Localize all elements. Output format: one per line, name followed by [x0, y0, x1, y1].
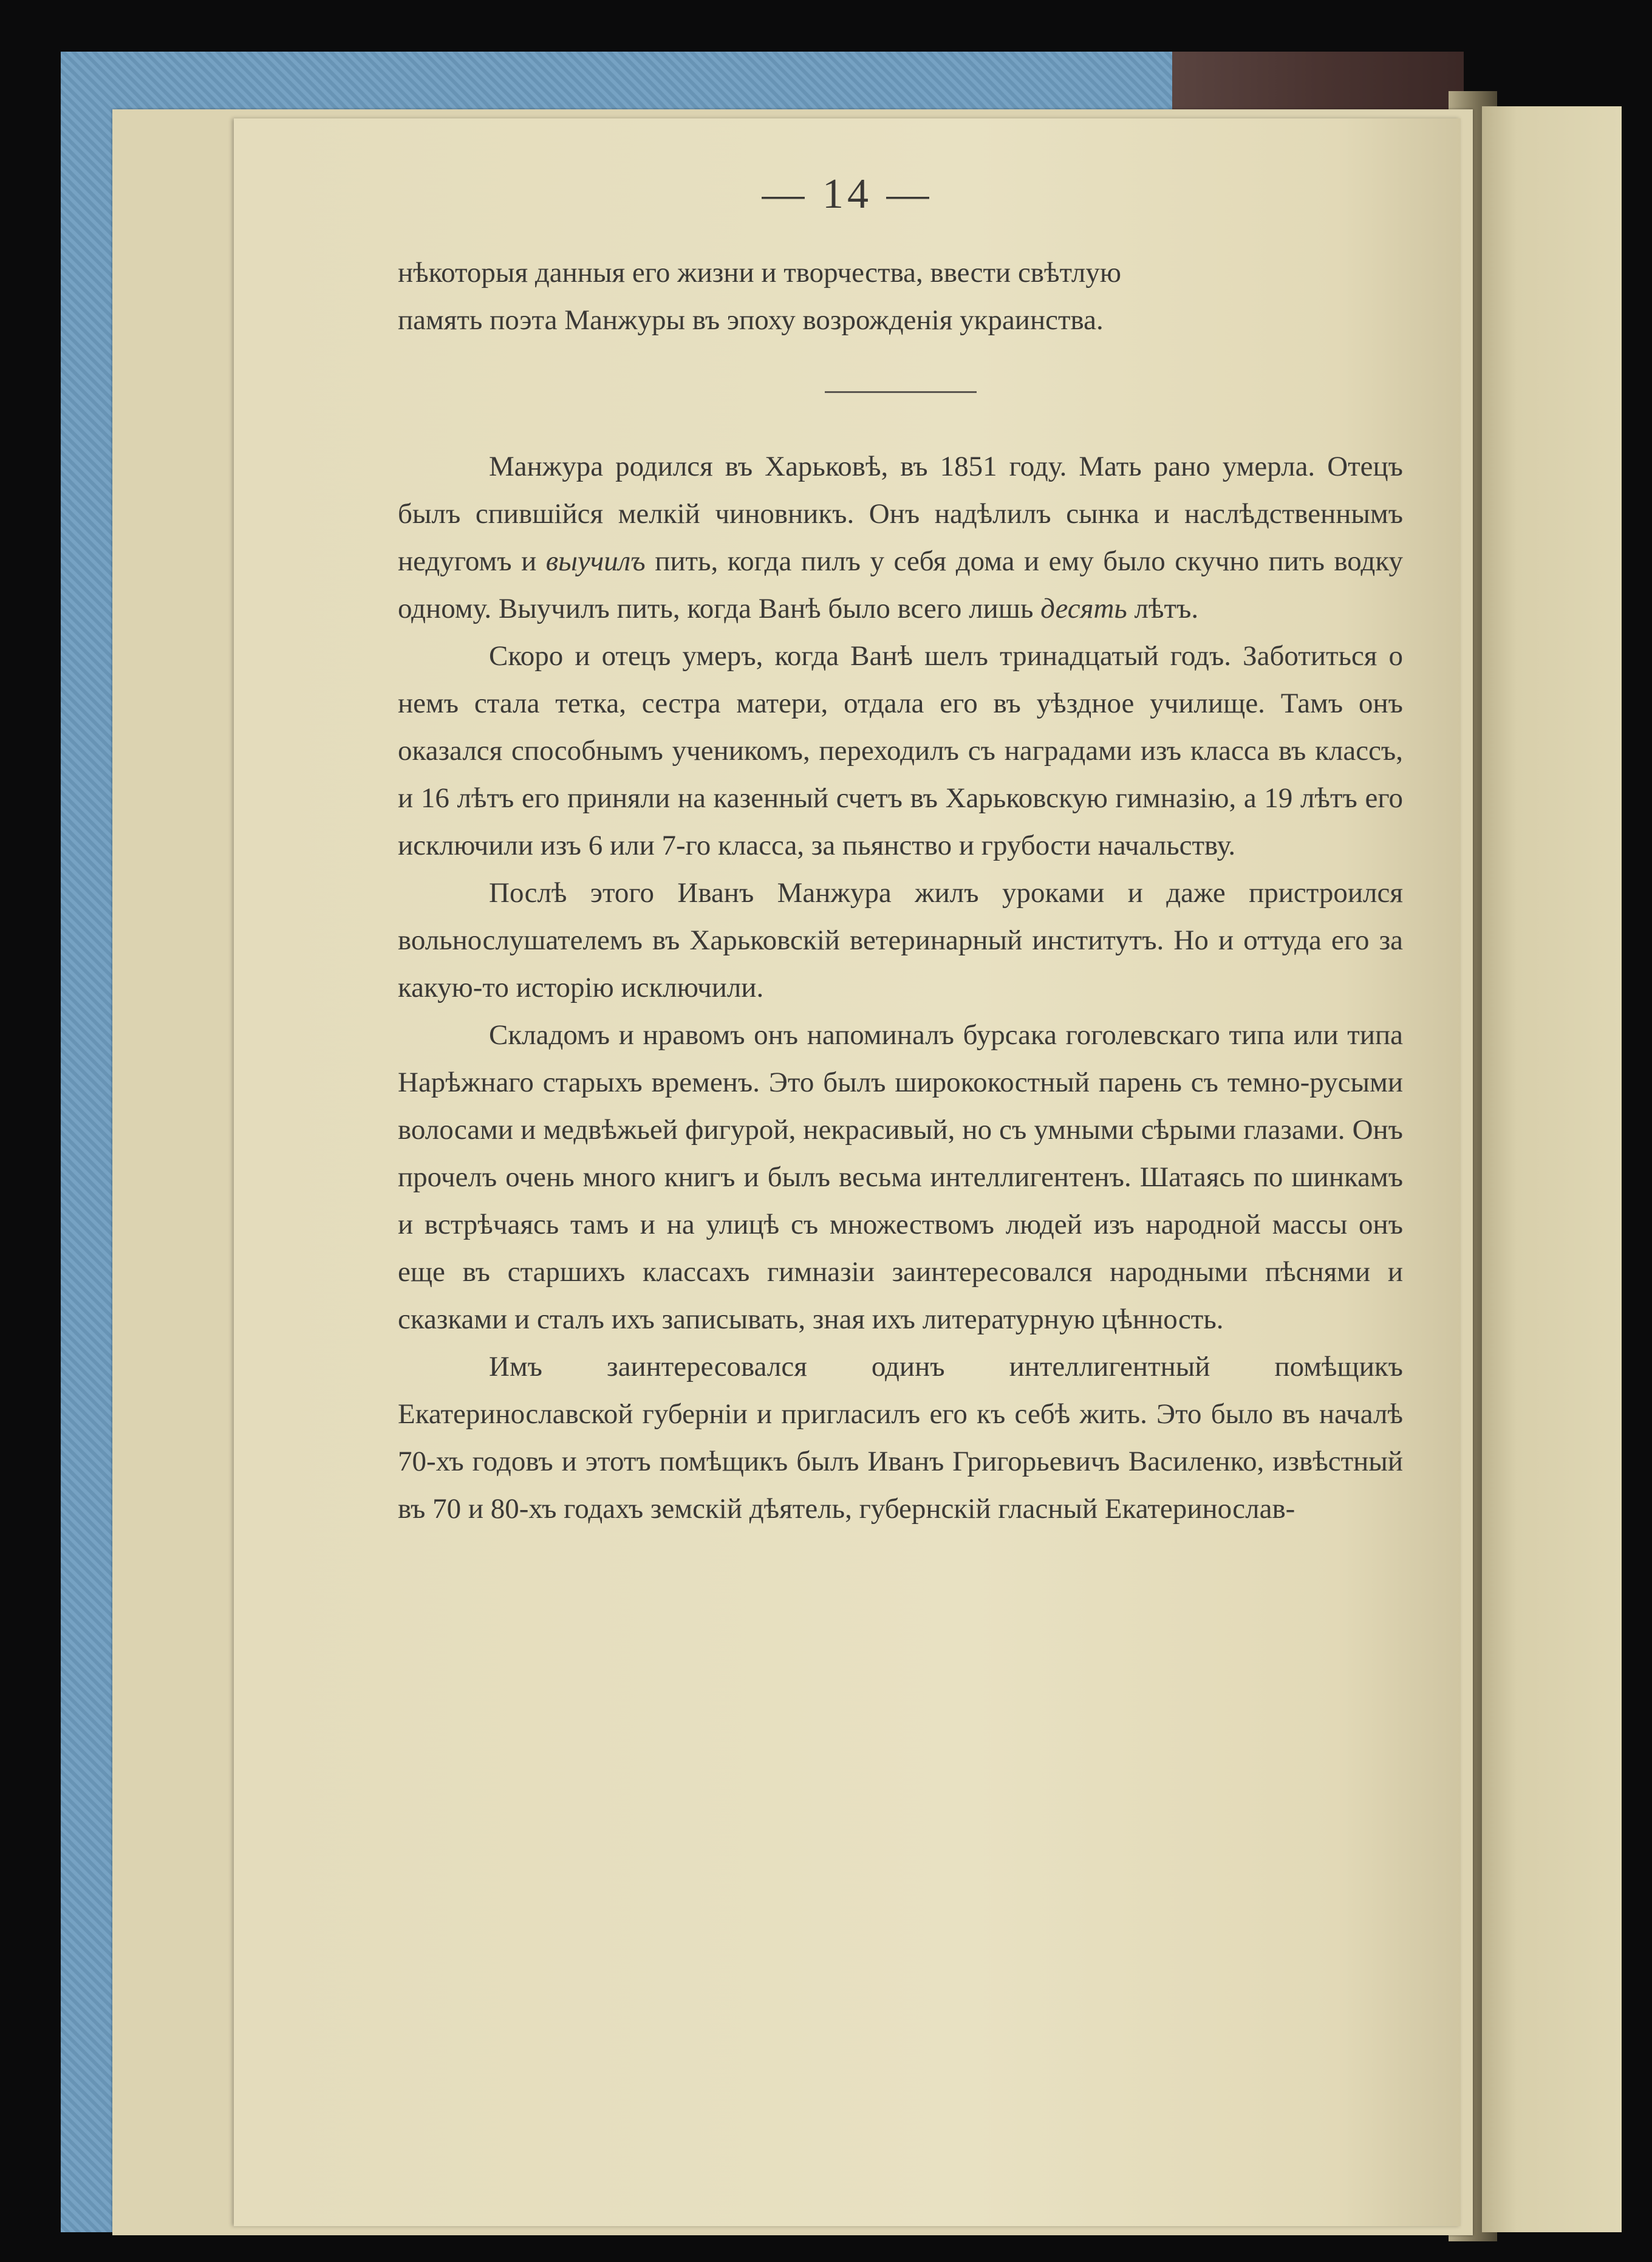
paragraph: Имъ заинтересовался одинъ интеллигентный помѣщикъ Екатеринославской губерніи и пригласилъ его къ себѣ жить. Это было въ началѣ 70-хъ годовъ и этотъ помѣщикъ былъ Иванъ Григорьевичъ Василенко, извѣстный въ 70 и 80-хъ годахъ земскій дѣятель, губернскій гласный Екатеринослав-: [398, 1351, 1403, 1525]
emphasis: десять: [1040, 593, 1127, 624]
intro-line: нѣкоторыя данныя его жизни и творчества, ввести свѣтлую: [398, 257, 1121, 289]
page-text: [398, 249, 1403, 1532]
facing-page-edge: [1482, 106, 1622, 2232]
emphasis: выучилъ: [545, 545, 646, 577]
section-divider: [825, 391, 977, 393]
paragraph: Скоро и отецъ умеръ, когда Ванѣ шелъ тринадцатый годъ. Заботиться о немъ стала тетка, сестра матери, отдала его въ уѣздное училище. Тамъ онъ оказался способнымъ ученикомъ, переходилъ съ наградами изъ класса въ классъ, и 16 лѣтъ его приняли на казенный счетъ въ Харьковскую гимназію, а 19 лѣтъ его исключили изъ 6 или 7-го класса, за пьянство и грубости начальству.: [398, 640, 1403, 861]
intro-line: память поэта Манжуры въ эпоху возрожденія украинства.: [398, 304, 1104, 336]
page-number: — 14 —: [762, 171, 933, 217]
paragraph: Послѣ этого Иванъ Манжура жилъ уроками и даже пристроился вольнослушателемъ въ Харьковскій ветеринарный институтъ. Но и оттуда его за какую-то исторію исключили.: [398, 877, 1403, 1003]
paragraph: Складомъ и нравомъ онъ напоминалъ бурсака гоголевскаго типа или типа Нарѣжнаго старыхъ временъ. Это былъ ширококостный парень съ темно-русыми волосами и медвѣжьей фигурой, некрасивый, но съ умными сѣрыми глазами. Онъ прочелъ очень много книгъ и былъ весьма интеллигентенъ. Шатаясь по шинкамъ и встрѣчаясь тамъ и на улицѣ съ множествомъ людей изъ народной массы онъ еще въ старшихъ классахъ гимназіи заинтересовался народными пѣснями и сказками и сталъ ихъ записывать, зная ихъ литературную цѣнность.: [398, 1019, 1403, 1335]
book-page: [234, 118, 1461, 2226]
paragraph: Манжура родился въ Харьковѣ, въ 1851 году. Мать рано умерла. Отецъ былъ спившійся мелкій чиновникъ. Онъ надѣлилъ сынка и наслѣдственнымъ недугомъ и выучилъ пить, когда пилъ у себя дома и ему было скучно пить водку одному. Выучилъ пить, когда Ванѣ было всего лишь десять лѣтъ.: [398, 451, 1404, 624]
